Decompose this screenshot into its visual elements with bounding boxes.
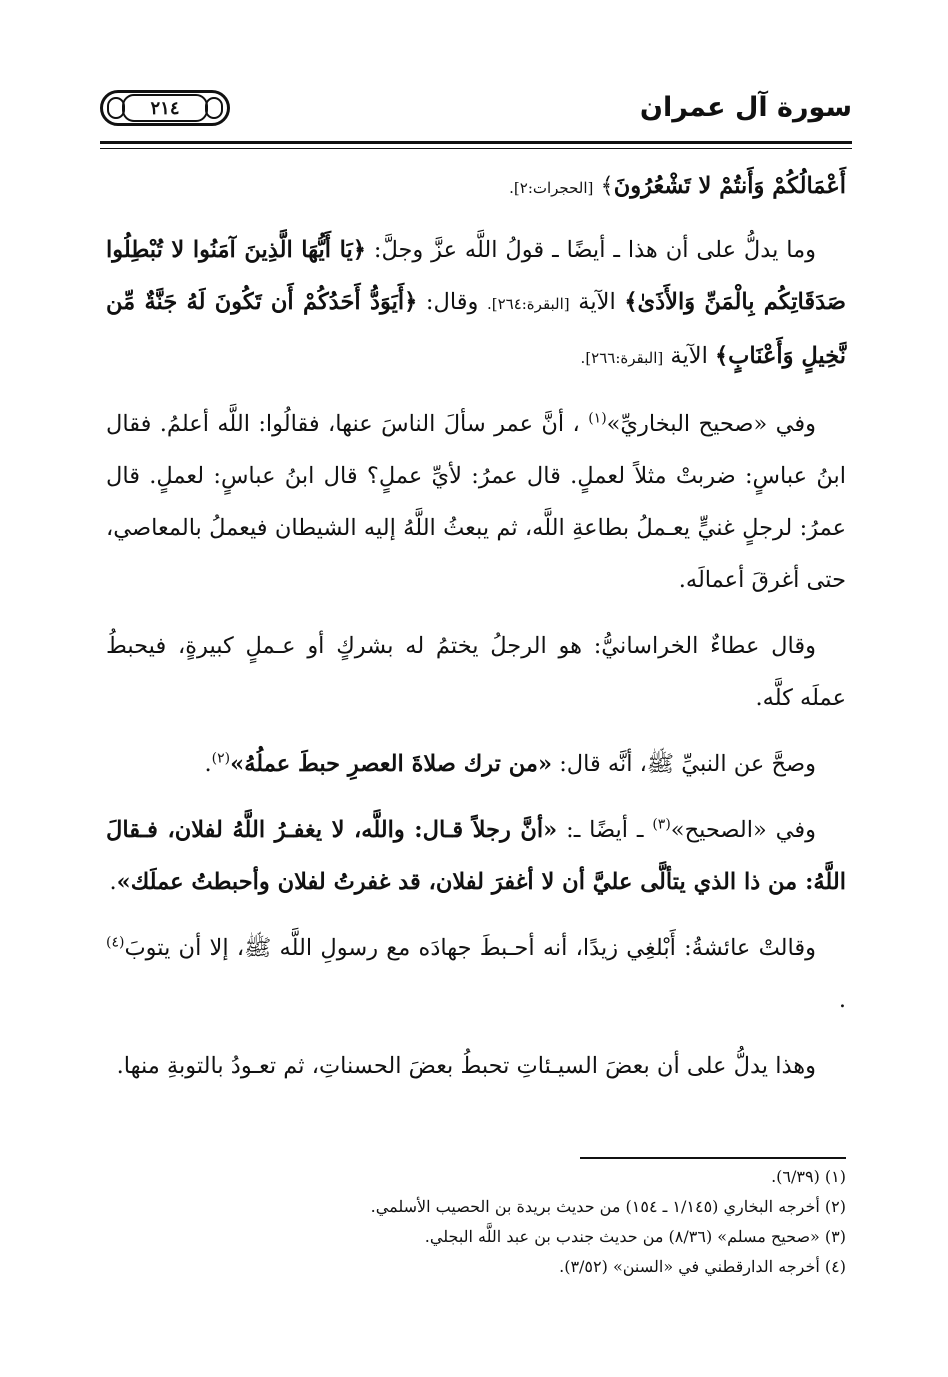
verse-reference: [الحجرات:٢]. — [509, 179, 594, 197]
text-segment: وما يدلُّ على أن هذا ـ أيضًا ـ قولُ اللَّه عزَّ وجلَّ: — [373, 237, 817, 263]
verse-reference: [البقرة:٢٦٦]. — [580, 349, 664, 367]
header-rule-thin — [100, 148, 852, 149]
page-number: ٢١٤ — [122, 94, 208, 122]
page-number-badge — [100, 90, 230, 126]
text-segment: الآية — [670, 343, 708, 369]
text-segment: الآية — [578, 289, 616, 315]
verse-reference: [البقرة:٢٦٤]. — [486, 295, 570, 313]
footnote-marker[interactable]: (٣) — [652, 816, 671, 833]
text-segment: وصحَّ عن النبيِّ ﷺ، أنَّه قال: — [559, 751, 816, 777]
text-segment: وفي «صحيح البخاريِّ» — [606, 411, 817, 437]
text-segment: . — [204, 751, 212, 777]
footnote-4: (٤) أخرجه الدارقطني في «السنن» (٣/٥٢). — [559, 1257, 846, 1276]
footnote-marker[interactable]: (٤) — [106, 934, 125, 951]
paragraph-3 — [106, 620, 846, 724]
paragraph-5 — [106, 804, 846, 908]
quran-quote: ﴿أَيَوَدُّ أَحَدُكُمْ أَن تَكُونَ لَهُ جَنَّةٌ مِّن نَّخِيلٍ وَأَعْنَابٍ﴾ — [106, 289, 846, 369]
text-segment: ـ أيضًا ـ: — [566, 817, 644, 843]
badge-ornament-left-icon — [107, 97, 125, 119]
hadith-quote: «أنَّ رجلاً قـال: واللَّه، لا يغفـرُ اللَّهُ لفلان، فـقالَ اللَّهُ: من ذا الذي يتألَّى عليَّ أن لا أغفرَ لفلان، قد غفرتُ لفلان وأحبطتُ عملَك» — [106, 817, 846, 895]
footnote-marker[interactable]: (٢) — [211, 750, 231, 767]
footnote-1: (١) (٦/٣٩). — [771, 1167, 846, 1186]
paragraph-7 — [106, 1040, 846, 1092]
text-segment: . — [838, 987, 846, 1013]
text-segment: ، أنَّ عمر سألَ الناسَ عنها، فقالُوا: اللَّه أعلمُ. فقال ابنُ عباسٍ: ضربتْ مثلاً لعملٍ. قال عمرُ: لأيِّ عملٍ؟ قال ابنُ عباسٍ: لعملٍ. قال عمرُ: لرجلٍ غنيٍّ يعـملُ بطاعةِ اللَّه، ثم يبعثُ اللَّهُ إليه الشيطان فيعملُ بالمعاصي، حتى أغرقَ أعمالَه. — [106, 411, 846, 593]
badge-ornament-right-icon — [205, 97, 223, 119]
text-segment: . — [109, 869, 117, 895]
footnote-3: (٣) «صحيح مسلم» (٨/٣٦) من حديث جندب بن عبد اللَّه البجلي. — [424, 1227, 846, 1246]
paragraph-2 — [106, 398, 846, 606]
text-segment: وقالتْ عائشةُ: أَبْلغِي زيدًا، أنه أحـبطَ جهادَه مع رسولِ اللَّه ﷺ، إلا أن يتوبَ — [124, 935, 816, 961]
quran-quote: ﴿يَا أَيُّهَا الَّذِينَ آمَنُوا لا تُبْطِلُوا صَدَقَاتِكُم بِالْمَنِّ وَالأَذَىٰ﴾ — [106, 237, 846, 315]
text-segment: وهذا يدلُّ على أن بعضَ السيـئاتِ تحبطُ بعضَ الحسناتِ، ثم تعـودُ بالتوبةِ منها. — [116, 1053, 816, 1079]
footnote-marker[interactable]: (١) — [588, 410, 607, 427]
footnote-separator — [580, 1157, 846, 1159]
surah-title: سورة آل عمران — [639, 92, 852, 123]
footnotes — [106, 1162, 846, 1282]
paragraph-1 — [106, 224, 846, 384]
main-text — [106, 160, 846, 1106]
text-segment: وقال: — [425, 289, 479, 315]
text-segment: وقال عطاءٌ الخراسانيُّ: هو الرجلُ يختمُ له بشركٍ أو عـملٍ كبيرةٍ، فيحبطُ عملَه كلَّه. — [106, 633, 846, 711]
text-segment: وفي «الصحيح» — [670, 817, 817, 843]
quran-quote: أَعْمَالُكُمْ وَأَنتُمْ لا تَشْعُرُونَ — [613, 173, 846, 199]
page-header — [100, 88, 852, 136]
paragraph-6 — [106, 922, 846, 1026]
footnote-2: (٢) أخرجه البخاري (١/١٤٥ ـ ١٥٤) من حديث بريدة بن الحصيب الأسلمي. — [370, 1197, 846, 1216]
hadith-quote: «من ترك صلاةَ العصرِ حبطَ عملُهُ» — [230, 751, 553, 777]
paragraph-4 — [106, 738, 846, 790]
paragraph-0: أَعْمَالُكُمْ وَأَنتُمْ لا تَشْعُرُونَ﴾ [الحجرات:٢]. — [509, 173, 846, 199]
header-rule-thick — [100, 141, 852, 144]
